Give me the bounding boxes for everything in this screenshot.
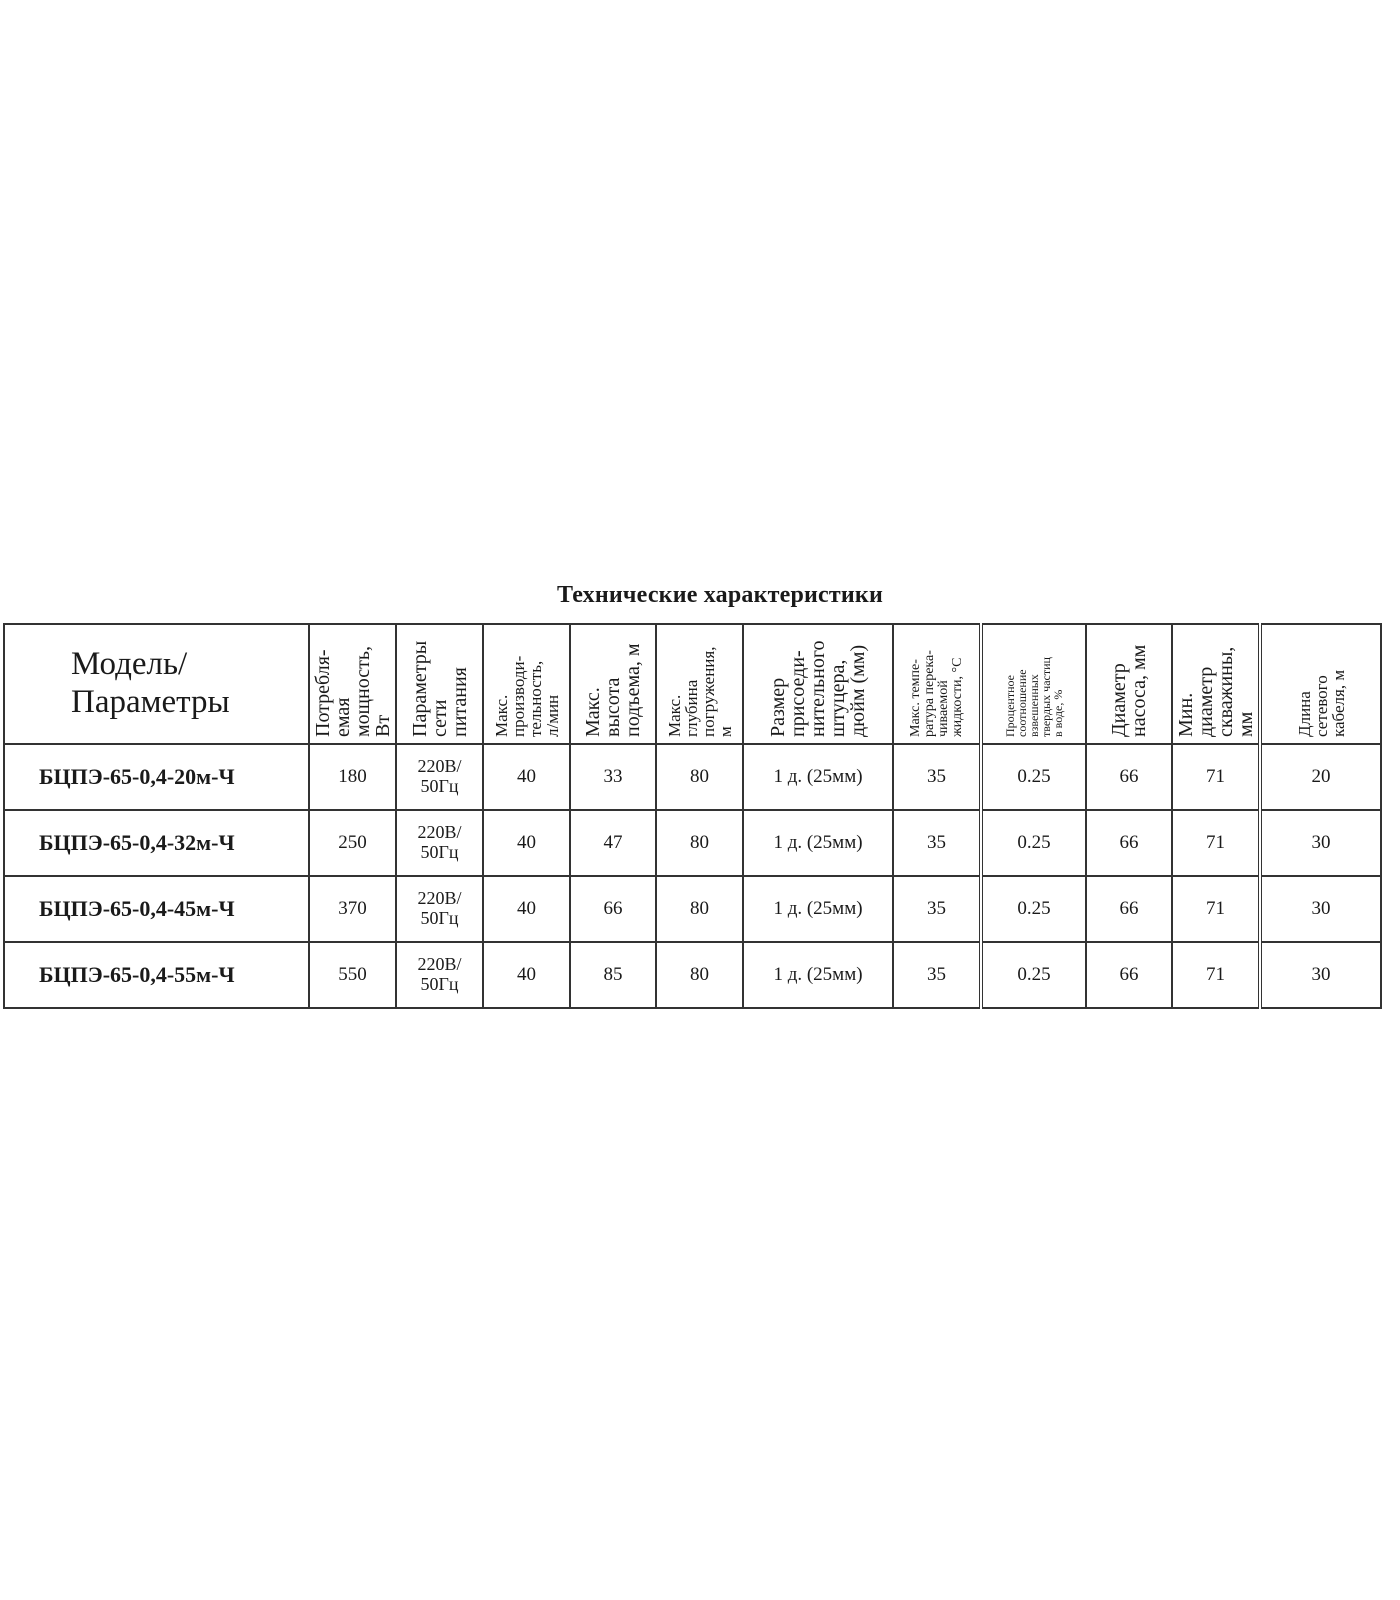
col-header-fitting: Размер присоеди- нительного штуцера, дюйм (мм) — [743, 624, 893, 744]
table-row — [4, 744, 1381, 810]
head-cell: 85 — [570, 942, 656, 1008]
fitting-cell: 1 д. (25мм) — [743, 942, 893, 1008]
particles-cell: 0.25 — [981, 810, 1086, 876]
well-diameter-cell: 71 — [1172, 942, 1260, 1008]
well-diameter-cell: 71 — [1172, 876, 1260, 942]
col-header-cable: Длина сетевого кабеля, м — [1260, 624, 1381, 744]
power-cell: 250 — [309, 810, 396, 876]
header-row — [4, 624, 1381, 744]
table-title: Технические характеристики — [557, 582, 883, 608]
pump-diameter-cell: 66 — [1086, 876, 1172, 942]
cable-cell: 20 — [1260, 744, 1381, 810]
col-header-head: Макс. высота подъема, м — [570, 624, 656, 744]
cable-cell: 30 — [1260, 810, 1381, 876]
flow-cell: 40 — [483, 810, 570, 876]
pump-diameter-cell: 66 — [1086, 810, 1172, 876]
model-header: Модель/ Параметры — [4, 624, 309, 744]
head-cell: 66 — [570, 876, 656, 942]
cable-cell: 30 — [1260, 876, 1381, 942]
table-row — [4, 810, 1381, 876]
network-cell: 220В/ 50Гц — [396, 876, 483, 942]
col-header-well-diameter: Мин. диаметр скважины, мм — [1172, 624, 1260, 744]
model-cell: БЦПЭ-65-0,4-45м-Ч — [4, 876, 309, 942]
table-row — [4, 876, 1381, 942]
well-diameter-cell: 71 — [1172, 810, 1260, 876]
power-cell: 370 — [309, 876, 396, 942]
col-header-particles: Процентное соотношение взвешенных твердых частиц в воде, % — [981, 624, 1086, 744]
temp-cell: 35 — [893, 810, 981, 876]
flow-cell: 40 — [483, 876, 570, 942]
col-header-network: Параметры сети питания — [396, 624, 483, 744]
network-cell: 220В/ 50Гц — [396, 810, 483, 876]
col-header-pump-diameter: Диаметр насоса, мм — [1086, 624, 1172, 744]
fitting-cell: 1 д. (25мм) — [743, 876, 893, 942]
temp-cell: 35 — [893, 942, 981, 1008]
fitting-cell: 1 д. (25мм) — [743, 810, 893, 876]
depth-cell: 80 — [656, 876, 743, 942]
col-header-power: Потребля- емая мощность, Вт — [309, 624, 396, 744]
col-header-temp: Макс. темпе- ратура перека- чиваемой жидкости, °С — [893, 624, 981, 744]
network-cell: 220В/ 50Гц — [396, 744, 483, 810]
model-cell: БЦПЭ-65-0,4-55м-Ч — [4, 942, 309, 1008]
temp-cell: 35 — [893, 744, 981, 810]
col-header-flow: Макс. производи- тельность, л/мин — [483, 624, 570, 744]
temp-cell: 35 — [893, 876, 981, 942]
flow-cell: 40 — [483, 744, 570, 810]
depth-cell: 80 — [656, 744, 743, 810]
head-cell: 47 — [570, 810, 656, 876]
depth-cell: 80 — [656, 810, 743, 876]
particles-cell: 0.25 — [981, 744, 1086, 810]
cable-cell: 30 — [1260, 942, 1381, 1008]
specs-table — [3, 623, 1382, 1009]
network-cell: 220В/ 50Гц — [396, 942, 483, 1008]
flow-cell: 40 — [483, 942, 570, 1008]
model-cell: БЦПЭ-65-0,4-20м-Ч — [4, 744, 309, 810]
depth-cell: 80 — [656, 942, 743, 1008]
pump-diameter-cell: 66 — [1086, 744, 1172, 810]
table-row — [4, 942, 1381, 1008]
power-cell: 180 — [309, 744, 396, 810]
model-cell: БЦПЭ-65-0,4-32м-Ч — [4, 810, 309, 876]
col-header-depth: Макс. глубина погружения, м — [656, 624, 743, 744]
well-diameter-cell: 71 — [1172, 744, 1260, 810]
power-cell: 550 — [309, 942, 396, 1008]
particles-cell: 0.25 — [981, 876, 1086, 942]
pump-diameter-cell: 66 — [1086, 942, 1172, 1008]
particles-cell: 0.25 — [981, 942, 1086, 1008]
head-cell: 33 — [570, 744, 656, 810]
specs-table-wrapper — [3, 623, 1370, 1009]
fitting-cell: 1 д. (25мм) — [743, 744, 893, 810]
